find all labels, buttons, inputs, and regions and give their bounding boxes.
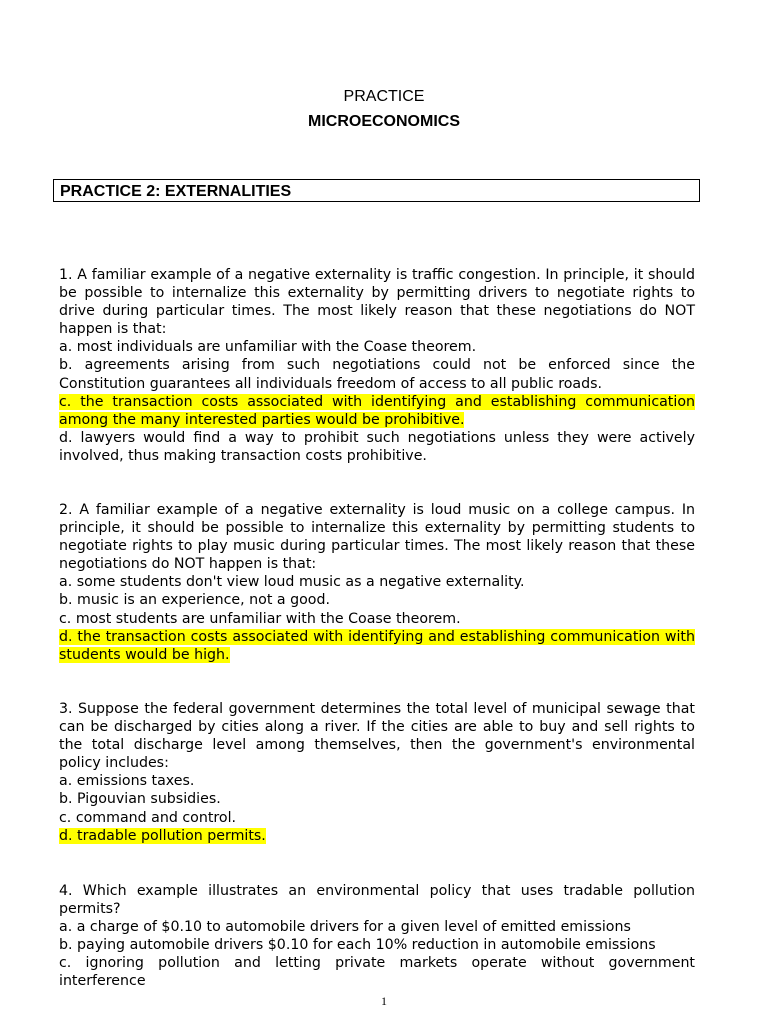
question-stem: 4. Which example illustrates an environmental policy that uses tradable pollution permits? (59, 883, 695, 918)
option-d: d. lawyers would find a way to prohibit such negotiations unless they were actively involved, thus making transaction costs prohibitive. (59, 429, 695, 464)
option-c: c. ignoring pollution and letting private markets operate without government interference (59, 955, 695, 990)
option-d-highlighted: d. the transaction costs associated with identifying and establishing communication with students would be high. (59, 628, 695, 663)
question-4 (59, 882, 695, 991)
option-d-highlighted: d. tradable pollution permits. (59, 827, 266, 844)
question-stem: 1. A familiar example of a negative externality is traffic congestion. In principle, it should be possible to internalize this externality by permitting drivers to negotiate rights to drive during particular times. The most likely reason that these negotiations do NOT happen is that: (59, 267, 695, 338)
question-3 (59, 700, 695, 845)
section-title: PRACTICE 2: EXTERNALITIES (53, 179, 700, 202)
option-b: b. agreements arising from such negotiations could not be enforced since the Constitution guarantees all individuals freedom of access to all public roads. (59, 357, 695, 392)
question-2 (59, 501, 695, 664)
option-c: c. most students are unfamiliar with the Coase theorem. (59, 610, 461, 627)
option-c-highlighted: c. the transaction costs associated with identifying and establishing communication among the many interested parties would be prohibitive. (59, 393, 695, 428)
option-a: a. emissions taxes. (59, 773, 195, 790)
header-subject: MICROECONOMICS (308, 113, 460, 130)
option-a: a. a charge of $0.10 to automobile drivers for a given level of emitted emissions (59, 919, 631, 936)
option-c: c. command and control. (59, 809, 237, 826)
question-1 (59, 266, 695, 465)
option-b: b. Pigouvian subsidies. (59, 791, 221, 808)
page-number: 1 (381, 994, 387, 1008)
option-a: a. some students don't view loud music as a negative externality. (59, 574, 525, 591)
question-stem: 3. Suppose the federal government determines the total level of municipal sewage that can be discharged by cities along a river. If the cities are able to buy and sell rights to the total discharge level among themselves, then the government's environmental policy includes: (59, 701, 695, 772)
option-a: a. most individuals are unfamiliar with the Coase theorem. (59, 339, 477, 356)
question-stem: 2. A familiar example of a negative externality is loud music on a college campus. In principle, it should be possible to internalize this externality by permitting students to negotiate rights to play music during particular times. The most likely reason that these negotiations do NOT happen is that: (59, 502, 695, 573)
option-b: b. paying automobile drivers $0.10 for each 10% reduction in automobile emissions (59, 937, 656, 954)
header-practice: PRACTICE (343, 88, 425, 105)
option-b: b. music is an experience, not a good. (59, 592, 331, 609)
